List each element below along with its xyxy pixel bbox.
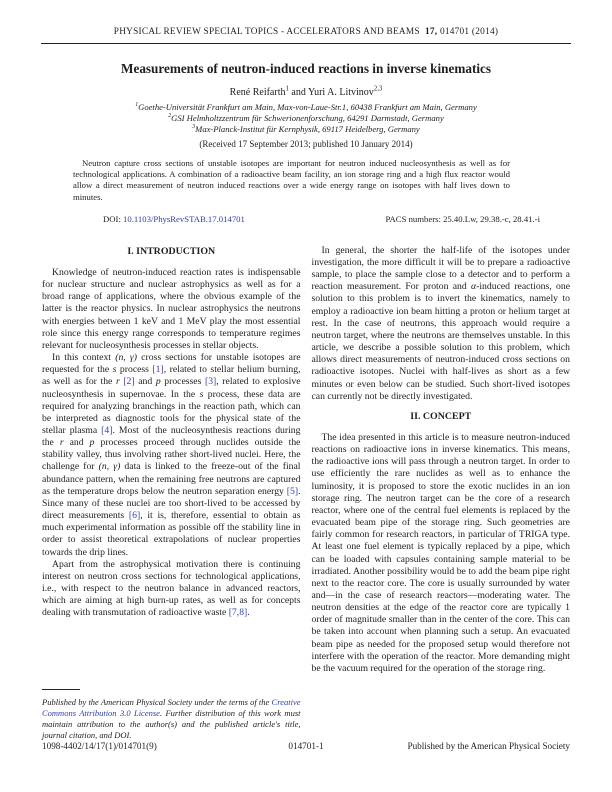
page-number: 014701-1 — [288, 741, 324, 751]
citation-link[interactable]: [1] — [152, 364, 164, 376]
section-heading-concept: II. CONCEPT — [410, 410, 472, 422]
received-line: (Received 17 September 2013; published 10 January 2014) — [199, 138, 413, 149]
footnote-rule — [42, 689, 80, 690]
citation-link[interactable]: [7,8] — [228, 607, 248, 619]
issn-code: 1098-4402/14/17(1)/014701(9) — [42, 741, 157, 751]
author-1-affmark: 1 — [285, 85, 289, 93]
citation-link[interactable]: [6] — [128, 510, 141, 522]
doi-label: DOI: — [103, 213, 121, 224]
citation-link[interactable]: [3] — [204, 376, 217, 388]
section-heading-introduction: I. INTRODUCTION — [127, 245, 216, 257]
journal-name: PHYSICAL REVIEW SPECIAL TOPICS - ACCELERATORS AND BEAMS — [113, 27, 420, 37]
concept-lead-paragraph: In general, the shorter the half-life of the isotopes under investigation, the more difficult it will be to prepare a radioactive sample, to place the sample close to a detector and to perform a reaction measurement. For proton and α-induced reactions, one solution to this problem is to invert the kinematics, namely to employ a radioactive ion beam hitting a proton or helium target at rest. In the case of neutrons, this approach would require a neutron target, where the neutrons are themselves unstable. In this article, we describe a possible solution to this problem, which allows direct measurements of neutron-induced cross sections on radioactive isotopes. Nuclei with half-lives as short as a few minutes or even below can be studied. Such short-lived isotopes can currently not be directly investigated. — [311, 244, 570, 402]
affiliation-1: $^1$Goethe-Universität Frankfurt am Main, Max-von-Laue-Str.1, 60438 Frankfurt am Main, Germany — [135, 102, 477, 112]
doi-link[interactable]: 10.1103/PhysRevSTAB.17.014701 — [123, 213, 245, 224]
doi-pacs-row — [103, 214, 540, 224]
doi-line — [103, 214, 245, 224]
right-column — [312, 245, 571, 741]
citation-link[interactable]: [5] — [286, 485, 299, 497]
publisher-note: Published by the American Physical Society — [407, 741, 570, 751]
pacs-numbers: PACS numbers: 25.40.Lw, 29.38.-c, 28.41.-i — [385, 213, 540, 224]
two-column-body — [42, 245, 570, 741]
journal-header — [41, 0, 571, 44]
citation-link[interactable]: [4] — [101, 424, 113, 436]
author-1: René Reifarth — [229, 87, 286, 98]
authors-line: René Reifarth$^1$ and Yuri A. Litvinov$^{2,3}$ — [229, 85, 383, 98]
left-column — [42, 245, 301, 741]
footnote-block — [42, 689, 301, 741]
license-link[interactable]: Creative Commons Attribution 3.0 License — [42, 697, 301, 719]
journal-article-id: 014701 (2014) — [439, 27, 499, 37]
affiliation-3: $^3$Max-Planck-Institut für Kernphysik, 69117 Heidelberg, Germany — [192, 124, 420, 135]
author-2: Yuri A. Litvinov — [307, 87, 374, 98]
page-footer — [42, 741, 570, 751]
intro-paragraph-2: In this context (n, γ) cross sections for unstable isotopes are requested for the s process [1], related to stellar helium burning, as well as for the r [2] and p processes [3], related to explosive nucleosynthesis in supernovae. In the s process, these data are required for analyzing branchings in the reaction path, which can be interpreted as diagnostic tools for the physical state of the stellar plasma [4]. Most of the nucleosynthesis reactions during the r and p processes proceed through nuclides outside the stability valley, thus involving rather short-lived nuclei. Here, the challenge for (n, γ) data is linked to the freeze-out of the final abundance pattern, when the remaining free neutrons are captured as the temperature drops below the neutron separation energy [5]. Since many of these nuclei are too short-lived to be accessed by direct measurements [6], it is, therefore, essential to obtain as much experimental information as possible off the stability line in order to assist theoretical extrapolations of nuclear properties towards the drip lines. — [42, 352, 301, 558]
intro-paragraph-1: Knowledge of neutron-induced reaction rates is indispensable for nuclear structure and nuclear astrophysics as well as for a broad range of applications, where the obvious example of the latter is the reactor physics. In nuclear astrophysics the neutrons with energies between 1 keV and 1 MeV play the most essential role since this energy range corresponds to temperature regimes relevant for nucleosynthesis processes in stellar objects. — [42, 266, 301, 351]
paper-title: Measurements of neutron-induced reactions in inverse kinematics — [121, 61, 491, 76]
author-2-affmark: 2,3 — [373, 85, 383, 93]
affiliation-2: $^2$GSI Helmholtzzentrum für Schwerionenforschung, 64291 Darmstadt, Germany — [168, 113, 444, 124]
publisher-footnote: Published by the American Physical Society under the terms of the Creative Commons Attribution 3.0 License. Further distribution of this work must maintain attribution to the author(s) and the published article's title, journal citation, and DOI. — [42, 697, 301, 740]
affiliations — [0, 102, 612, 136]
concept-paragraph-1: The idea presented in this article is to measure neutron-induced reactions on radioactive ions in inverse kinematics. This means, the radioactive ions will pass through a neutron target. In order to use efficiently the rare nuclides as well as to enhance the luminosity, it is proposed to store the exotic nuclides in an ion storage ring. The neutron target can be the core of a research reactor, where one of the central fuel elements is replaced by the evacuated beam pipe of the storage ring. Such geometries are fairly common for research reactors, in particular of TRIGA type. At least one fuel element is typically replaced by a pipe, which can be loaded with capsules containing sample material to be irradiated. Another possibility would be to add the beam pipe right next to the reactor core. The core is usually surrounded by water and—in the case of research reactors—moderating water. The neutron densities at the edge of the reactor core are typically 1 order of magnitude smaller than in the center of the core. This can be taken into account when planning such a setup. An evacuated beam pipe as needed for the proposed setup would therefore not interfere with the operation of the reactor. More demanding might be the vacuum required for the operation of the storage ring. — [311, 431, 570, 674]
abstract-text: Neutron capture cross sections of unstable isotopes are important for neutron induced nucleosynthesis as well as for technological applications. A combination of a radioactive beam facility, an ion storage ring and a high flux reactor would allow a direct measurement of neutron induced reactions over a wide energy range on isotopes with half lives down to minutes. — [73, 157, 510, 202]
intro-paragraph-3: Apart from the astrophysical motivation there is continuing interest on neutron cross sections for technological applications, i.e., with respect to the neutron balance in advanced reactors, which are aiming at high burn-up rates, as well as for concepts dealing with transmutation of radioactive waste [7,8]. — [42, 558, 301, 619]
citation-link[interactable]: [2] — [123, 376, 135, 388]
journal-volume: 17, — [424, 27, 438, 37]
